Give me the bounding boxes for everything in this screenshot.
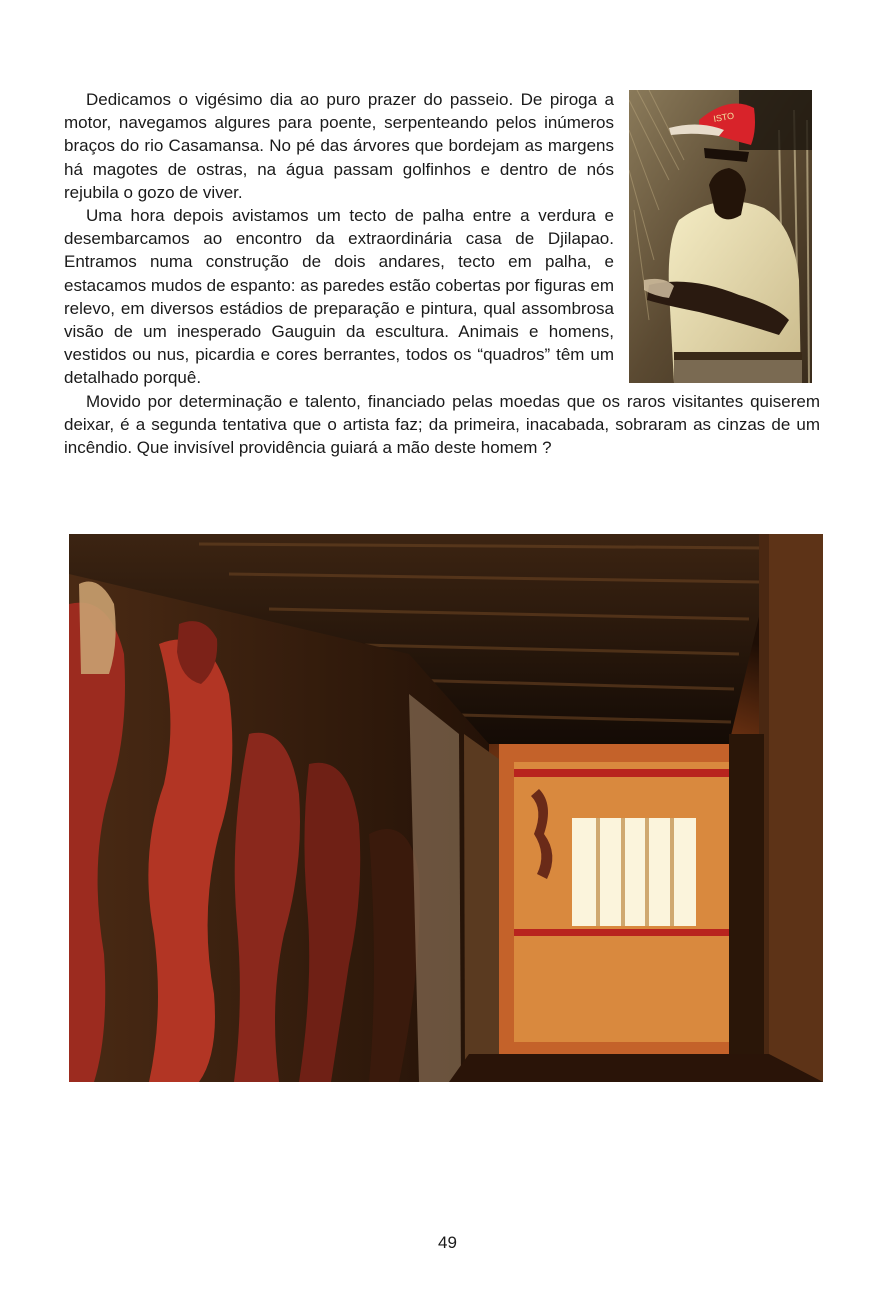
cap-logo-text: ISTO	[712, 110, 735, 124]
photo-interior-reliefs	[69, 534, 823, 1082]
photo-man-red-cap	[629, 90, 812, 383]
paragraph-3: Movido por determinação e talento, financiado pelas moedas que os raros visitantes quiserem deixar, é a segunda tentativa que o artista faz; da primeira, inacabada, sobraram as cinzas de um incêndio. Que invisível providência guiará a mão deste homem ?	[64, 391, 820, 458]
paragraph-1: Dedicamos o vigésimo dia ao puro prazer do passeio. De piroga a motor, navegamos algures para poente, serpenteando pelos inúmeros braços do rio Casamansa. No pé das árvores que bordejam as margens há magotes de ostras, na água passam golfinhos e dentro de nós rejubila o gozo de viver.	[64, 90, 614, 202]
page-number: 49	[438, 1233, 457, 1252]
paragraph-2: Uma hora depois avistamos um tecto de palha entre a verdura e desembarcamos ao encontro da extraordinária casa de Djilapao. Entramos numa construção de dois andares, tecto em palha, e estacamos mudos de espanto: as paredes estão cobertas por figuras em relevo, em diversos estádios de preparação e pintura, qual assombrosa visão de um inesperado Gauguin da escultura. Animais e homens, vestidos ou nus, picardia e cores berrantes, todos os “quadros” têm um detalhado porquê.	[64, 206, 614, 388]
